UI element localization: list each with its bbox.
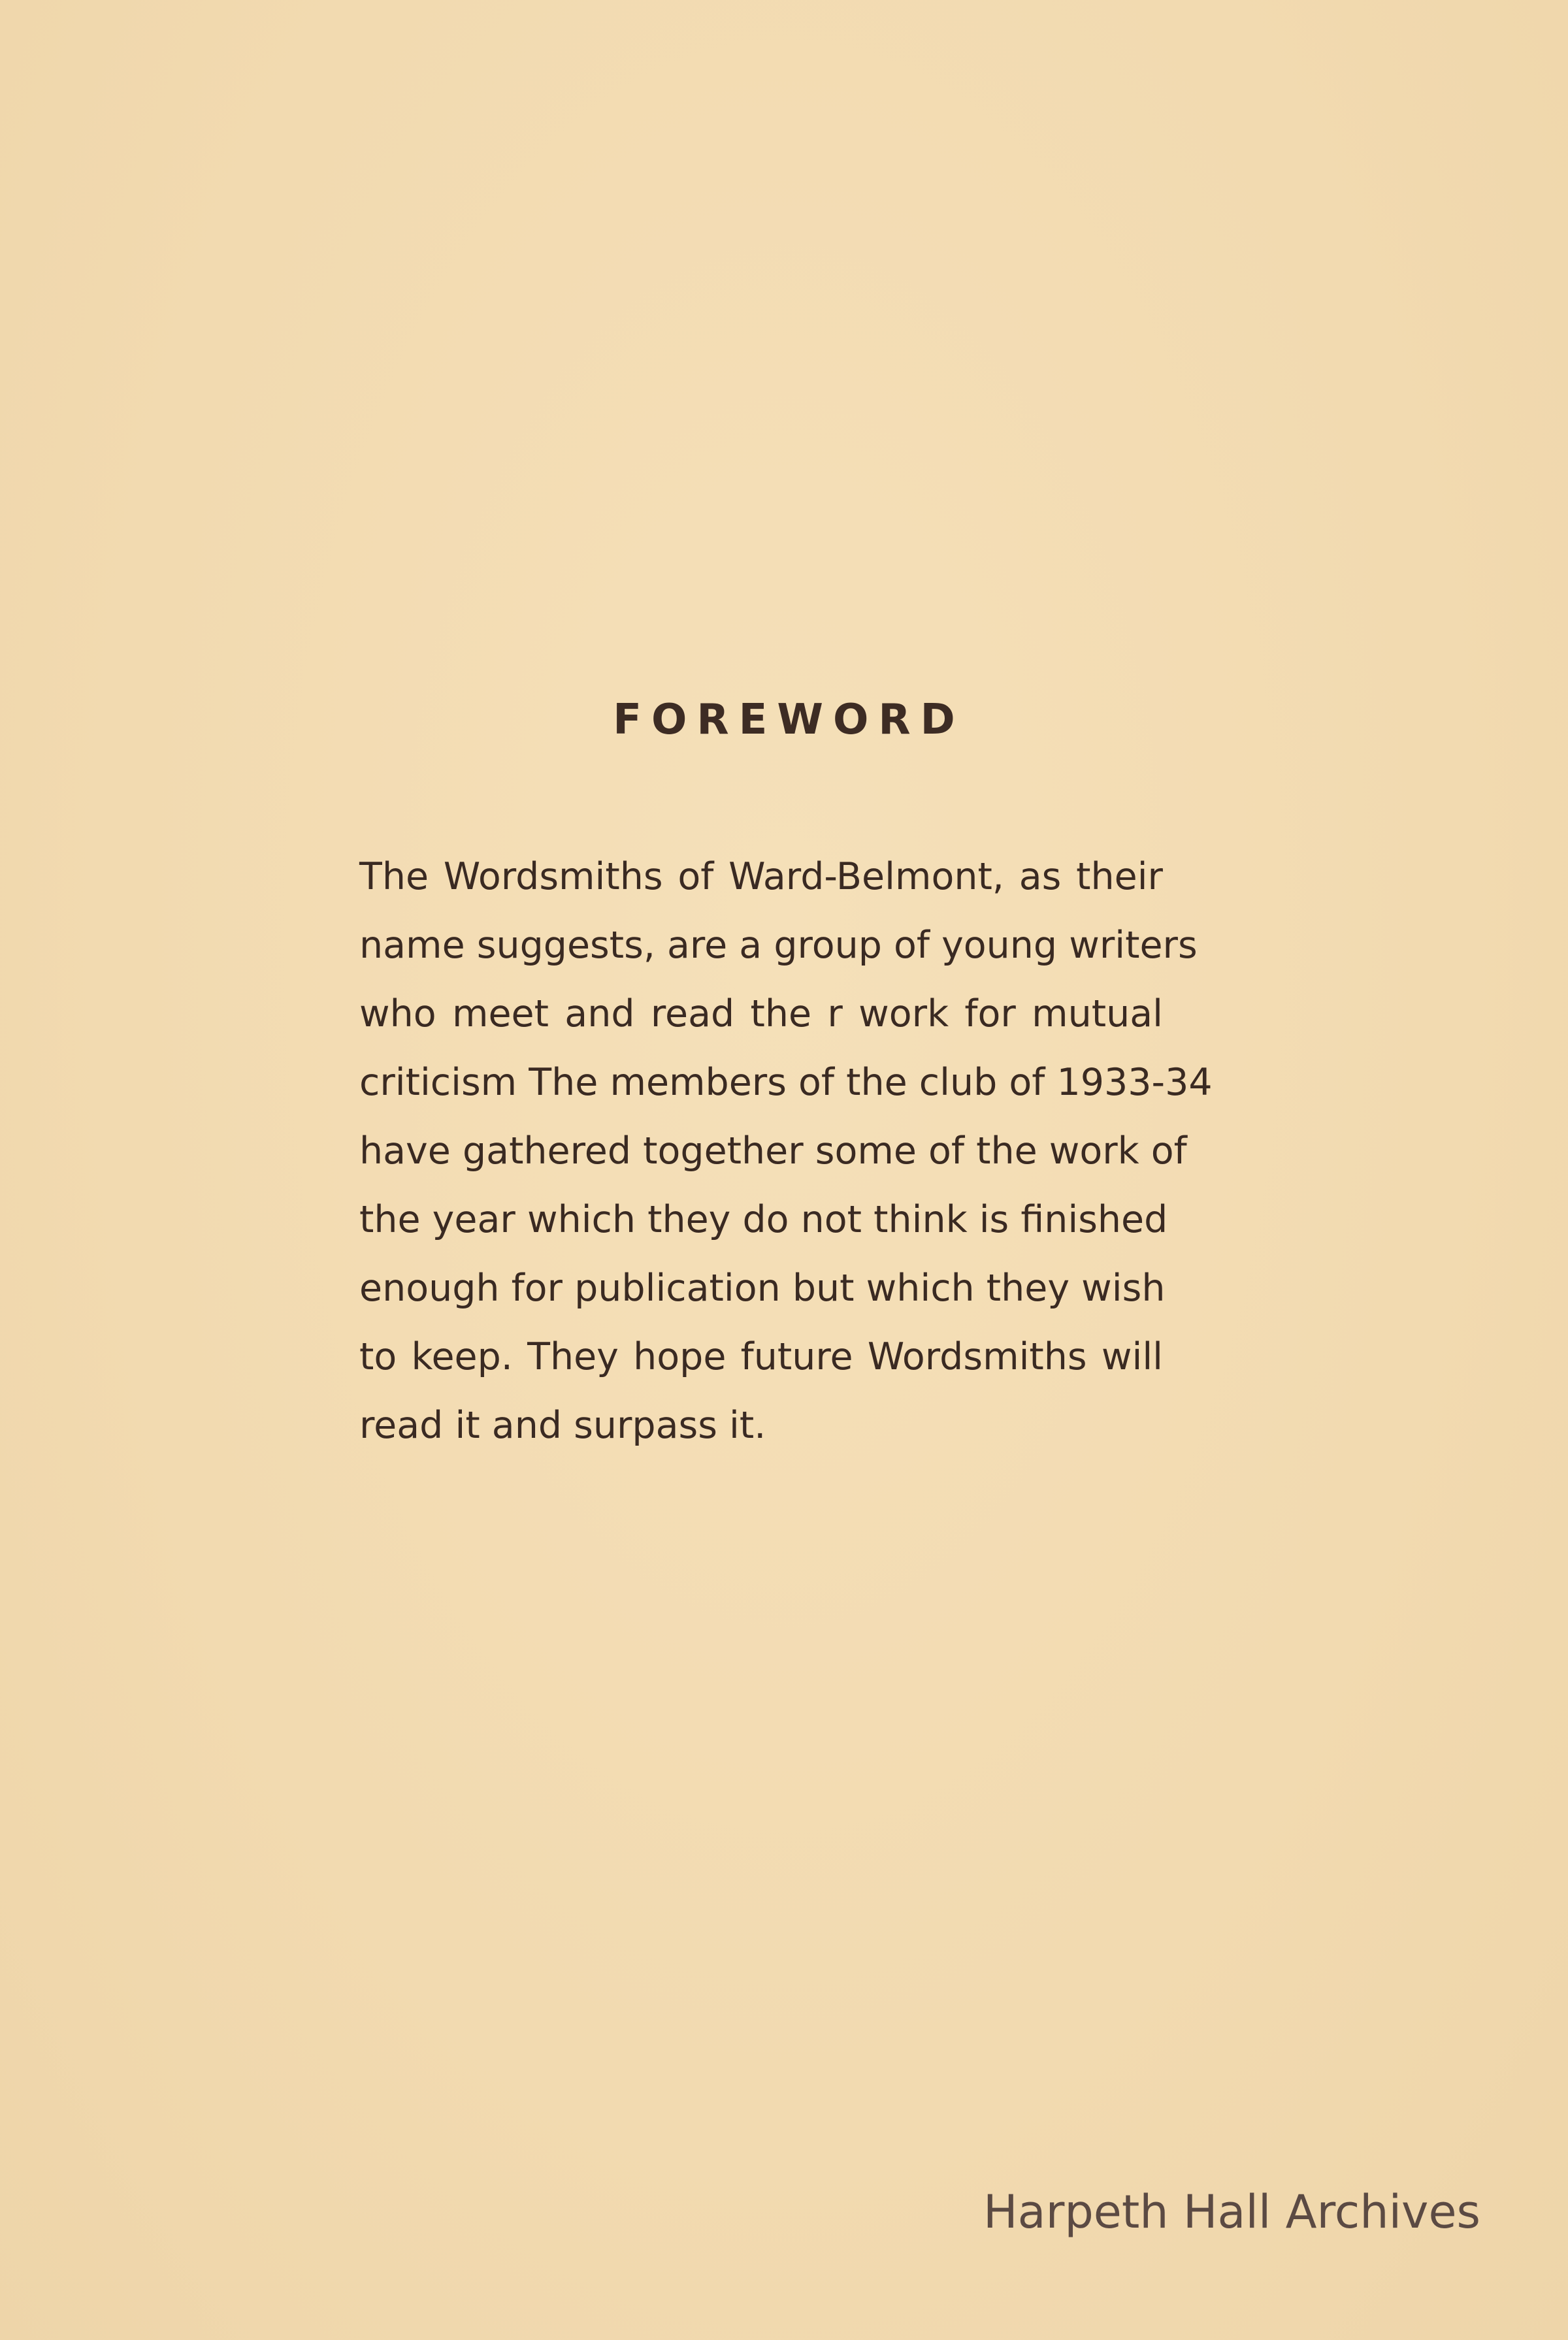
paragraph-line: the year which they do not think is finished xyxy=(359,1198,1168,1241)
paragraph-line: criticism The members of the club of 1933-34 xyxy=(359,1061,1213,1104)
paragraph-line: who meet and read the r work for mutual xyxy=(359,992,1163,1035)
paragraph-line: The Wordsmiths of Ward-Belmont, as their xyxy=(359,855,1163,898)
paragraph-line: name suggests, are a group of young writers xyxy=(359,924,1198,967)
paragraph-line: enough for publication but which they wish xyxy=(359,1267,1166,1310)
page-title: FOREWORD xyxy=(613,696,965,744)
foreword-paragraph xyxy=(359,843,1213,1460)
archive-watermark: Harpeth Hall Archives xyxy=(983,2185,1480,2239)
paragraph-line: have gathered together some of the work of xyxy=(359,1129,1187,1173)
paragraph-line: read it and surpass it. xyxy=(359,1404,766,1447)
paragraph-line: to keep. They hope future Wordsmiths will xyxy=(359,1335,1163,1378)
